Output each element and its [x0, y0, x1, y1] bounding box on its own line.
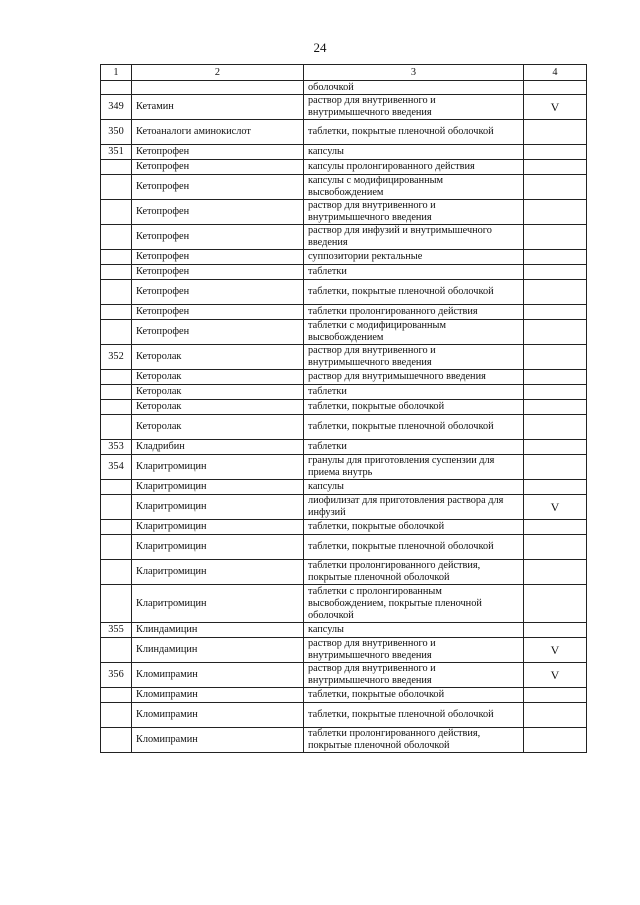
row-number-cell [101, 415, 132, 440]
drug-name-cell: Кетопрофен [132, 320, 304, 345]
drug-name-cell: Кларитромицин [132, 455, 304, 480]
mark-cell [524, 345, 587, 370]
dosage-form-cell: раствор для внутривенного и внутримышечного введения [304, 200, 524, 225]
mark-cell [524, 385, 587, 400]
dosage-form-cell: таблетки с пролонгированным высвобождением, покрытые пленочной оболочкой [304, 585, 524, 623]
table-row [101, 638, 587, 663]
drug-name-cell: Кетопрофен [132, 175, 304, 200]
row-number-cell [101, 280, 132, 305]
header-col-3: 3 [304, 65, 524, 81]
mark-cell [524, 623, 587, 638]
dosage-form-cell: оболочкой [304, 81, 524, 95]
row-number-cell [101, 560, 132, 585]
dosage-form-cell: раствор для внутривенного и внутримышечного введения [304, 638, 524, 663]
row-number-cell [101, 81, 132, 95]
table-row [101, 120, 587, 145]
row-number-cell: 350 [101, 120, 132, 145]
page-number: 24 [313, 40, 327, 55]
drug-name-cell: Кетопрофен [132, 160, 304, 175]
row-number-cell [101, 175, 132, 200]
mark-cell [524, 370, 587, 385]
table-row [101, 455, 587, 480]
mark-cell: V [524, 663, 587, 688]
table-row [101, 480, 587, 495]
mark-cell [524, 145, 587, 160]
dosage-form-cell: капсулы с модифицированным высвобождением [304, 175, 524, 200]
dosage-form-cell: таблетки, покрытые оболочкой [304, 688, 524, 703]
dosage-form-cell: таблетки, покрытые пленочной оболочкой [304, 120, 524, 145]
drug-name-cell: Кетамин [132, 95, 304, 120]
table-row [101, 370, 587, 385]
mark-cell [524, 175, 587, 200]
row-number-cell [101, 320, 132, 345]
drug-name-cell: Клиндамицин [132, 623, 304, 638]
row-number-cell: 355 [101, 623, 132, 638]
row-number-cell [101, 305, 132, 320]
drug-name-cell: Клиндамицин [132, 638, 304, 663]
mark-cell [524, 280, 587, 305]
row-number-cell [101, 225, 132, 250]
drug-name-cell: Кладрибин [132, 440, 304, 455]
row-number-cell [101, 480, 132, 495]
mark-cell: V [524, 495, 587, 520]
table-row [101, 95, 587, 120]
drug-name-cell: Кетопрофен [132, 225, 304, 250]
table-row [101, 440, 587, 455]
row-number-cell: 349 [101, 95, 132, 120]
header-col-4: 4 [524, 65, 587, 81]
dosage-form-cell: таблетки [304, 265, 524, 280]
table-row [101, 560, 587, 585]
drug-name-cell: Кларитромицин [132, 480, 304, 495]
drug-table [100, 64, 587, 753]
mark-cell [524, 520, 587, 535]
mark-cell [524, 200, 587, 225]
drug-name-cell: Кеторолак [132, 385, 304, 400]
drug-name-cell: Кетопрофен [132, 250, 304, 265]
dosage-form-cell: таблетки [304, 440, 524, 455]
drug-name-cell [132, 81, 304, 95]
row-number-cell [101, 703, 132, 728]
table-body [101, 81, 587, 753]
row-number-cell: 354 [101, 455, 132, 480]
table-row [101, 688, 587, 703]
header-col-1: 1 [101, 65, 132, 81]
dosage-form-cell: таблетки, покрытые пленочной оболочкой [304, 280, 524, 305]
table-row [101, 320, 587, 345]
drug-name-cell: Кеторолак [132, 400, 304, 415]
mark-cell [524, 560, 587, 585]
drug-name-cell: Кетопрофен [132, 305, 304, 320]
mark-cell [524, 81, 587, 95]
mark-cell [524, 480, 587, 495]
mark-cell: V [524, 638, 587, 663]
table-row [101, 728, 587, 753]
drug-name-cell: Кломипрамин [132, 728, 304, 753]
table-row [101, 520, 587, 535]
table-row [101, 200, 587, 225]
table-row [101, 81, 587, 95]
dosage-form-cell: раствор для внутривенного и внутримышечного введения [304, 345, 524, 370]
drug-name-cell: Кетопрофен [132, 265, 304, 280]
dosage-form-cell: раствор для внутривенного и внутримышечного введения [304, 663, 524, 688]
table-row [101, 385, 587, 400]
mark-cell [524, 535, 587, 560]
drug-name-cell: Кларитромицин [132, 585, 304, 623]
dosage-form-cell: таблетки, покрытые пленочной оболочкой [304, 703, 524, 728]
row-number-cell [101, 638, 132, 663]
table-header-row [101, 65, 587, 81]
row-number-cell [101, 265, 132, 280]
mark-cell [524, 455, 587, 480]
row-number-cell [101, 160, 132, 175]
row-number-cell: 356 [101, 663, 132, 688]
dosage-form-cell: таблетки, покрытые оболочкой [304, 520, 524, 535]
mark-cell [524, 250, 587, 265]
row-number-cell [101, 520, 132, 535]
mark-cell [524, 400, 587, 415]
drug-name-cell: Кломипрамин [132, 703, 304, 728]
mark-cell [524, 728, 587, 753]
dosage-form-cell: капсулы [304, 623, 524, 638]
mark-cell [524, 225, 587, 250]
row-number-cell [101, 688, 132, 703]
table-row [101, 495, 587, 520]
dosage-form-cell: лиофилизат для приготовления раствора для инфузий [304, 495, 524, 520]
dosage-form-cell: раствор для внутримышечного введения [304, 370, 524, 385]
table-row [101, 663, 587, 688]
dosage-form-cell: таблетки [304, 385, 524, 400]
row-number-cell [101, 535, 132, 560]
drug-name-cell: Кларитромицин [132, 560, 304, 585]
table-row [101, 225, 587, 250]
dosage-form-cell: гранулы для приготовления суспензии для приема внутрь [304, 455, 524, 480]
mark-cell [524, 265, 587, 280]
header-col-2: 2 [132, 65, 304, 81]
mark-cell [524, 440, 587, 455]
table-row [101, 400, 587, 415]
dosage-form-cell: таблетки, покрытые пленочной оболочкой [304, 535, 524, 560]
table-row [101, 145, 587, 160]
row-number-cell [101, 370, 132, 385]
row-number-cell: 351 [101, 145, 132, 160]
drug-name-cell: Кломипрамин [132, 663, 304, 688]
mark-cell [524, 415, 587, 440]
row-number-cell [101, 250, 132, 265]
row-number-cell [101, 585, 132, 623]
table-row [101, 345, 587, 370]
dosage-form-cell: капсулы [304, 145, 524, 160]
row-number-cell: 353 [101, 440, 132, 455]
drug-name-cell: Кларитромицин [132, 520, 304, 535]
drug-name-cell: Кетопрофен [132, 200, 304, 225]
mark-cell: V [524, 95, 587, 120]
dosage-form-cell: капсулы пролонгированного действия [304, 160, 524, 175]
table-row [101, 703, 587, 728]
drug-name-cell: Кетоаналоги аминокислот [132, 120, 304, 145]
row-number-cell [101, 400, 132, 415]
mark-cell [524, 120, 587, 145]
drug-name-cell: Кетопрофен [132, 280, 304, 305]
row-number-cell [101, 495, 132, 520]
drug-name-cell: Кломипрамин [132, 688, 304, 703]
row-number-cell [101, 200, 132, 225]
mark-cell [524, 305, 587, 320]
dosage-form-cell: таблетки с модифицированным высвобождением [304, 320, 524, 345]
drug-name-cell: Кеторолак [132, 415, 304, 440]
drug-name-cell: Кларитромицин [132, 495, 304, 520]
table-row [101, 175, 587, 200]
dosage-form-cell: раствор для инфузий и внутримышечного введения [304, 225, 524, 250]
drug-name-cell: Кетопрофен [132, 145, 304, 160]
mark-cell [524, 703, 587, 728]
dosage-form-cell: таблетки пролонгированного действия, покрытые пленочной оболочкой [304, 728, 524, 753]
row-number-cell [101, 728, 132, 753]
mark-cell [524, 585, 587, 623]
table-row [101, 535, 587, 560]
row-number-cell: 352 [101, 345, 132, 370]
table-row [101, 305, 587, 320]
drug-name-cell: Кларитромицин [132, 535, 304, 560]
dosage-form-cell: суппозитории ректальные [304, 250, 524, 265]
dosage-form-cell: капсулы [304, 480, 524, 495]
drug-name-cell: Кеторолак [132, 370, 304, 385]
table-row [101, 160, 587, 175]
mark-cell [524, 160, 587, 175]
table-row [101, 280, 587, 305]
drug-name-cell: Кеторолак [132, 345, 304, 370]
row-number-cell [101, 385, 132, 400]
table-row [101, 265, 587, 280]
mark-cell [524, 688, 587, 703]
table-row [101, 585, 587, 623]
dosage-form-cell: таблетки, покрытые оболочкой [304, 400, 524, 415]
dosage-form-cell: раствор для внутривенного и внутримышечного введения [304, 95, 524, 120]
mark-cell [524, 320, 587, 345]
table-row [101, 415, 587, 440]
dosage-form-cell: таблетки пролонгированного действия [304, 305, 524, 320]
table-row [101, 623, 587, 638]
table-row [101, 250, 587, 265]
dosage-form-cell: таблетки пролонгированного действия, покрытые пленочной оболочкой [304, 560, 524, 585]
dosage-form-cell: таблетки, покрытые пленочной оболочкой [304, 415, 524, 440]
